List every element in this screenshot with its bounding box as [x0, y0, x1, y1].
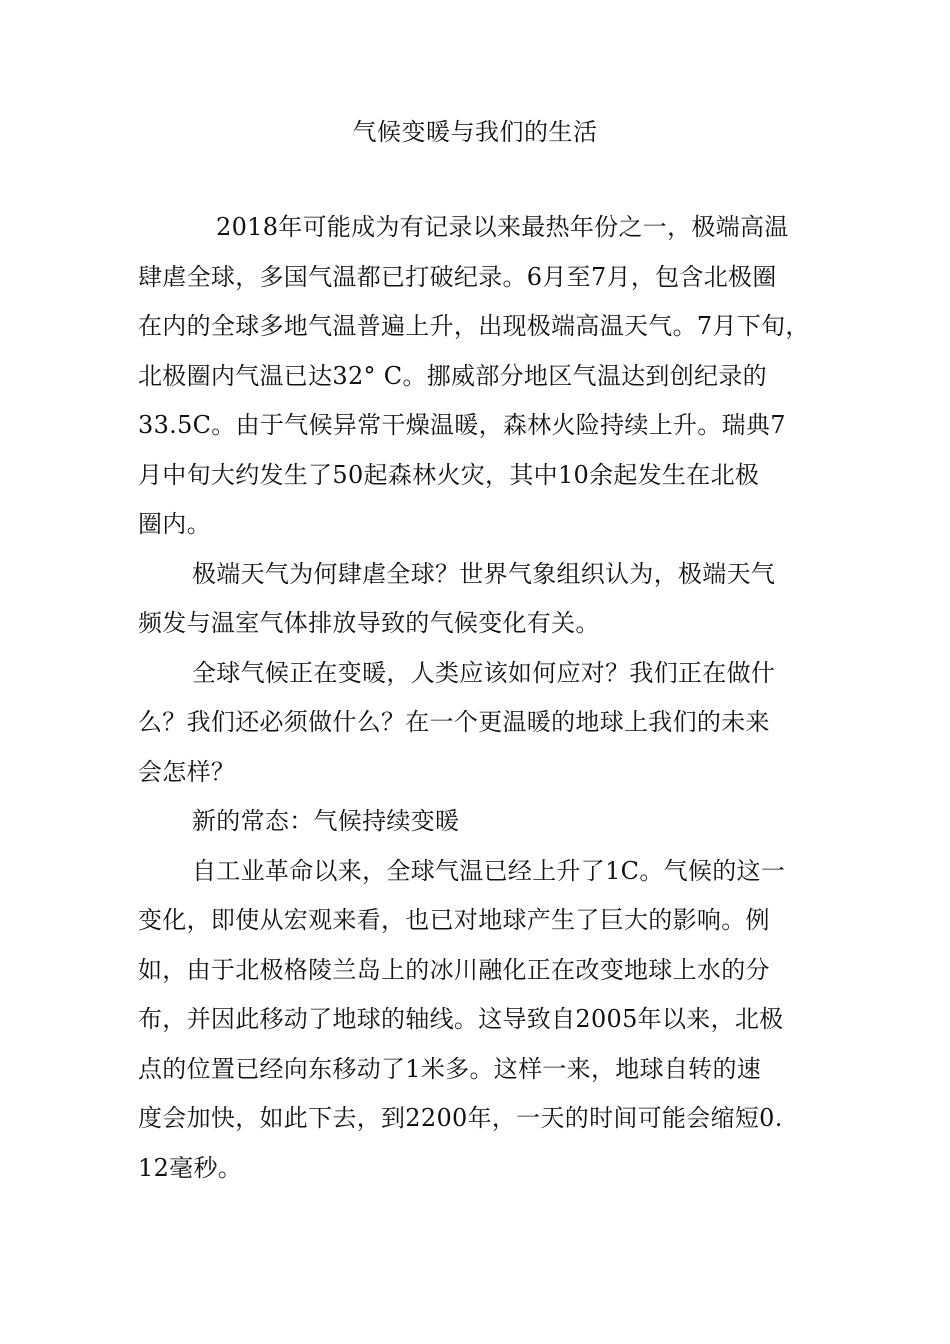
section-heading: 新的常态：气候持续变暖	[192, 807, 460, 835]
paragraph-line: 12毫秒。	[138, 1153, 243, 1182]
paragraph-line: 布，并因此移动了地球的轴线。这导致自2005年以来，北极	[138, 1005, 784, 1033]
paragraph-line: 在内的全球多地气温普遍上升，出现极端高温天气。7月下旬，	[138, 312, 810, 340]
paragraph-line: 2018年可能成为有记录以来最热年份之一，极端高温	[216, 213, 789, 241]
document-title: 气候变暖与我们的生活	[352, 118, 598, 146]
paragraph-line: 肆虐全球，多国气温都已打破纪录。6月至7月，包含北极圈	[138, 262, 777, 291]
paragraph-line: 月中旬大约发生了50起森林火灾，其中10余起发生在北极	[138, 460, 760, 489]
paragraph-line: 圈内。	[138, 510, 211, 538]
paragraph-line: 么？我们还必须做什么？在一个更温暖的地球上我们的未来	[138, 708, 770, 736]
paragraph-line: 会怎样？	[138, 757, 236, 786]
paragraph-line: 33.5C。由于气候异常干燥温暖，森林火险持续上升。瑞典7	[138, 411, 786, 439]
paragraph-line: 极端天气为何肆虐全球？世界气象组织认为，极端天气	[192, 559, 776, 588]
paragraph-line: 度会加快，如此下去，到2200年，一天的时间可能会缩短0.	[138, 1104, 783, 1132]
paragraph-line: 全球气候正在变暖，人类应该如何应对？我们正在做什	[192, 658, 776, 687]
paragraph-line: 变化，即使从宏观来看，也已对地球产生了巨大的影响。例	[138, 906, 770, 934]
paragraph-line: 如，由于北极格陵兰岛上的冰川融化正在改变地球上水的分	[138, 955, 770, 984]
paragraph-line: 北极圈内气温已达32° C。挪威部分地区气温达到创纪录的	[138, 361, 767, 390]
paragraph-line: 点的位置已经向东移动了1米多。这样一来，地球自转的速	[138, 1054, 762, 1083]
document-body	[138, 203, 838, 1193]
paragraph-line: 频发与温室气体排放导致的气候变化有关。	[138, 609, 600, 637]
paragraph-line: 自工业革命以来，全球气温已经上升了1C。气候的这一	[192, 856, 786, 885]
